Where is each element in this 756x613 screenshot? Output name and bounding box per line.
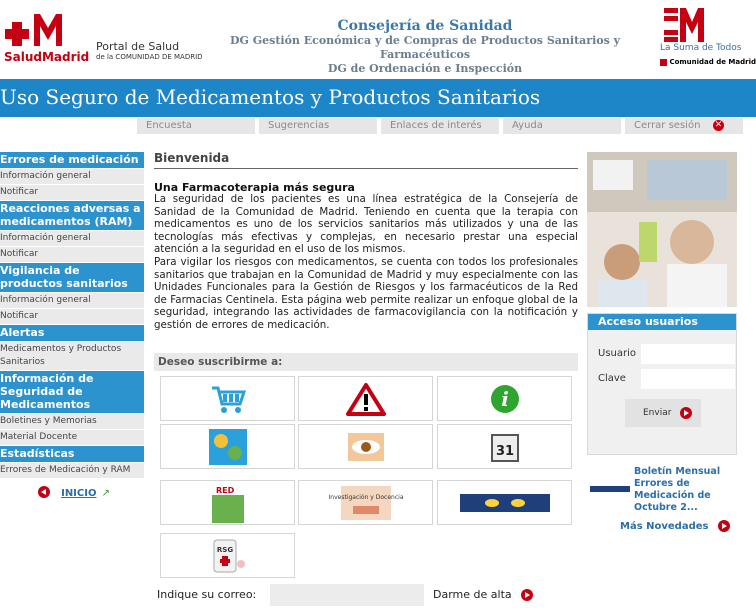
rsg-label: RSG <box>216 545 233 554</box>
nav-encuesta[interactable]: Encuesta <box>137 118 255 134</box>
logo-tagline: La Suma de Todos <box>660 43 742 53</box>
sidebar-item-material[interactable]: Material Docente <box>0 430 144 446</box>
username-input[interactable] <box>641 344 735 364</box>
tile-eyes[interactable] <box>437 480 572 525</box>
tile-info[interactable] <box>437 376 572 421</box>
back-arrow-icon <box>38 486 50 498</box>
subscribe-button[interactable] <box>433 588 533 601</box>
close-icon[interactable]: ✕ <box>714 120 723 130</box>
research-teaching-icon <box>328 486 403 520</box>
info-icon <box>489 383 521 415</box>
nav-cerrar-sesion[interactable] <box>625 118 743 134</box>
page-title: Bienvenida <box>154 151 578 169</box>
top-nav <box>137 118 756 134</box>
nav-cerrar-label: Cerrar sesión <box>634 120 701 131</box>
sidebar-item-info-errores[interactable]: Información general <box>0 169 144 185</box>
portal-salud[interactable] <box>96 40 206 61</box>
usuario-label: Usuario <box>598 348 637 359</box>
red-label: RED <box>215 485 234 495</box>
subscribe-label: Deseo suscribirme a: <box>158 356 283 368</box>
mas-novedades-link[interactable] <box>620 520 730 532</box>
login-submit-button[interactable] <box>625 399 701 427</box>
header-title3: DG de Ordenación e Inspección <box>327 62 523 75</box>
comunidad-m-icon <box>664 8 720 44</box>
saludmadrid-text: SaludMadrid <box>4 50 90 64</box>
medical-collage-image <box>587 152 737 307</box>
sidebar-item-boletines[interactable]: Boletines y Memorias <box>0 414 144 430</box>
nav-sugerencias[interactable]: Sugerencias <box>259 118 377 134</box>
boletin-link[interactable]: Boletín Mensual Errores de Medicación de Octubre 2... <box>634 466 721 513</box>
saludmadrid-logo[interactable] <box>4 10 92 68</box>
arrow-right-icon <box>680 407 692 419</box>
tile-cart[interactable] <box>160 376 295 421</box>
header-title2: DG Gestión Económica y de Compras de Productos Sanitarios y Farmacéuticos <box>229 34 621 61</box>
intro-paragraph-1: La seguridad de los pacientes es una línea estratégica de la Consejería de Sanidad de la Comunidad de Madrid. Teniendo en cuenta que la terapia con medicamentos es uno de los servicios sanitarios más utilizados y una de las tecnologías más efectivas y complejas, en necesario prestar una especial atención a la seguridad en el uso de los mismos. <box>154 193 578 256</box>
sidebar-item-notificar-errores[interactable]: Notificar <box>0 185 144 201</box>
section-heading: Una Farmacoterapia más segura <box>154 181 355 194</box>
tile-eye[interactable] <box>298 424 433 469</box>
header-title1: Consejería de Sanidad <box>337 18 513 34</box>
tile-rsg[interactable] <box>160 533 295 578</box>
inicio-link[interactable] <box>38 481 110 500</box>
shopping-cart-icon <box>210 384 246 414</box>
watching-eyes-icon <box>460 494 550 512</box>
pills-photo-icon <box>209 429 247 465</box>
calendar-icon <box>490 431 520 463</box>
external-link-icon: ↗ <box>101 488 110 499</box>
sidebar-item-notificar-ram[interactable]: Notificar <box>0 247 144 263</box>
red-network-icon <box>208 483 248 523</box>
login-box <box>587 313 737 455</box>
email-label: Indique su correo: <box>157 588 257 601</box>
sidebar-heading-ram[interactable]: Reacciones adversas a medicamentos (RAM) <box>0 201 144 230</box>
tile-red[interactable] <box>160 480 295 525</box>
warning-triangle-icon <box>346 382 386 416</box>
title-banner <box>0 79 756 117</box>
eye-icon <box>348 433 384 461</box>
banner-title: Uso Seguro de Medicamentos y Productos Sanitarios <box>0 85 541 109</box>
password-input[interactable] <box>641 369 735 389</box>
sidebar-heading-info-seguridad[interactable]: Información de Seguridad de Medicamentos <box>0 371 144 413</box>
subscribe-button-label: Darme de alta <box>433 588 512 601</box>
boletin-thumbnail[interactable] <box>590 486 630 492</box>
small-flag-icon <box>660 59 667 66</box>
sidebar-item-errores-ram[interactable]: Errores de Medicación y RAM <box>0 463 144 479</box>
medical-photo <box>587 152 737 307</box>
tile-investigacion[interactable] <box>298 480 433 525</box>
sidebar-item-notificar-vigilancia[interactable]: Notificar <box>0 309 144 325</box>
sidebar-heading-errores[interactable]: Errores de medicación <box>0 152 144 168</box>
svg-text:i: i <box>500 386 509 411</box>
clave-label: Clave <box>598 373 626 384</box>
portal-line2: de la COMUNIDAD DE MADRID <box>96 53 203 61</box>
subscribe-bar <box>154 353 578 371</box>
nav-ayuda[interactable]: Ayuda <box>503 118 621 134</box>
login-submit-label: Enviar <box>643 408 672 418</box>
sidebar-item-info-vigilancia[interactable]: Información general <box>0 293 144 309</box>
arrow-right-icon <box>521 589 533 601</box>
arrow-right-icon <box>718 520 730 532</box>
logo-sub-text: Comunidad de Madrid <box>669 58 756 66</box>
mas-novedades-label: Más Novedades <box>620 521 709 532</box>
logo-sub <box>660 58 756 66</box>
rsg-bottle-icon <box>208 538 248 574</box>
sidebar-heading-vigilancia[interactable]: Vigilancia de productos sanitarios <box>0 263 144 292</box>
tile-pills[interactable] <box>160 424 295 469</box>
login-title: Acceso usuarios <box>588 314 736 330</box>
sidebar-heading-alertas[interactable]: Alertas <box>0 325 144 341</box>
inicio-label: INICIO <box>61 488 97 499</box>
calendar-day: 31 <box>495 443 514 459</box>
sidebar-item-medicamentos[interactable]: Medicamentos y Productos Sanitarios <box>0 342 144 371</box>
comunidad-madrid-logo[interactable] <box>660 8 756 70</box>
nav-enlaces[interactable]: Enlaces de interés <box>381 118 499 134</box>
portal-line1: Portal de Salud <box>96 40 180 53</box>
header-titles <box>205 18 645 76</box>
intro-text <box>154 193 578 332</box>
sidebar-heading-estadisticas[interactable]: Estadísticas <box>0 446 144 462</box>
tile-calendar[interactable] <box>437 424 572 469</box>
sidebar-item-info-ram[interactable]: Información general <box>0 231 144 247</box>
research-label: Investigación y Docencia <box>328 493 403 501</box>
email-input[interactable] <box>270 584 424 606</box>
intro-paragraph-2: Para vigilar los riesgos con medicamentos, se cuenta con todos los profesionales sanitarios que trabajan en la Comunidad de Madrid y muy especialmente con las Unidades Funcionales para la Gestión de Riesgos y los farmacéuticos de la Red de Farmacias Centinela. Esta página web permite realizar un enfoque global de la seguridad, integrando las actividades de farmacovigilancia con la notificación y gestión de errores de medicación. <box>154 255 578 331</box>
tile-warning[interactable] <box>298 376 433 421</box>
sidebar <box>0 152 144 479</box>
